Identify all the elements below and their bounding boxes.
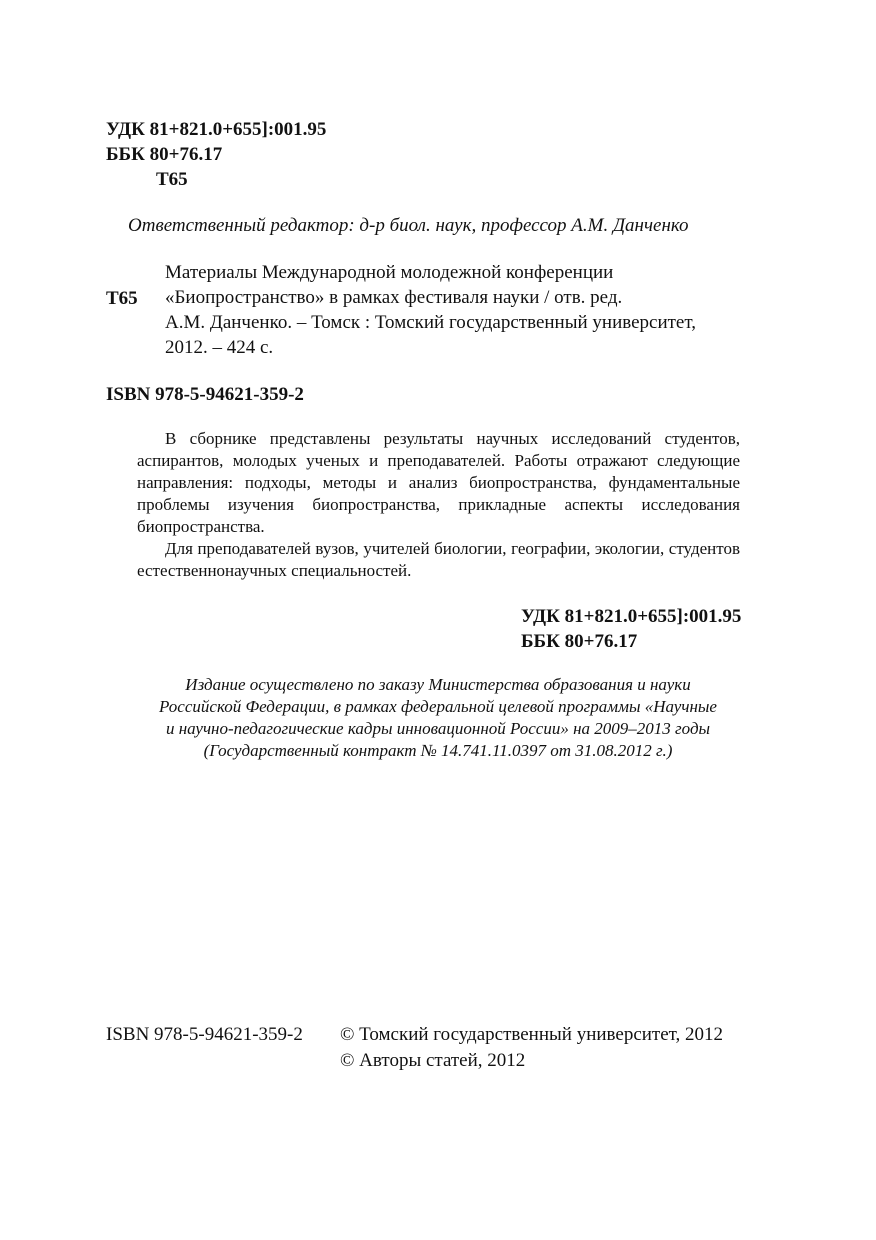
bibliographic-author-sign: Т65 [106, 288, 138, 309]
funding-note [118, 674, 758, 762]
copyright-isbn: ISBN 978-5-94621-359-2 [106, 1024, 303, 1045]
bbk-code: ББК 80+76.17 [106, 144, 223, 165]
bibliographic-line: Материалы Международной молодежной конференции [165, 262, 614, 283]
funding-line: Российской Федерации, в рамках федеральной целевой программы «Научные [159, 697, 717, 716]
udk-block-bottom [521, 605, 741, 655]
bibliographic-line: «Биопространство» в рамках фестиваля науки / отв. ред. [165, 287, 623, 308]
copyright-authors: © Авторы статей, 2012 [340, 1050, 526, 1071]
udk-code: УДК 81+821.0+655]:001.95 [521, 606, 742, 627]
abstract [137, 428, 740, 582]
bibliographic-record [165, 261, 696, 361]
funding-line: Издание осуществлено по заказу Министерства образования и науки [185, 675, 691, 694]
udk-code: УДК 81+821.0+655]:001.95 [106, 119, 327, 140]
bibliographic-line: 2012. – 424 с. [165, 337, 274, 358]
funding-line: (Государственный контракт № 14.741.11.0397 от 31.08.2012 г.) [203, 741, 673, 760]
copyright-publisher: © Томский государственный университет, 2012 [340, 1024, 724, 1045]
udk-block [106, 118, 326, 193]
abstract-paragraph: В сборнике представлены результаты научных исследований студентов, аспирантов, молодых ученых и преподавателей. Работы отражают следующие направления: подходы, методы и анализ биопространства, фундаментальные проблемы изучения биопространства, прикладные аспекты исследования биопространства. [137, 429, 740, 536]
funding-line: и научно-педагогические кадры инновационной России» на 2009–2013 годы [165, 719, 711, 738]
author-sign: Т65 [156, 169, 188, 190]
abstract-paragraph: Для преподавателей вузов, учителей биологии, географии, экологии, студентов естественнонаучных специальностей. [137, 539, 740, 580]
editor-line: Ответственный редактор: д-р биол. наук, профессор А.М. Данченко [128, 215, 689, 236]
isbn-main: ISBN 978-5-94621-359-2 [106, 384, 304, 405]
bbk-code: ББК 80+76.17 [521, 631, 638, 652]
bibliographic-line: А.М. Данченко. – Томск : Томский государственный университет, [165, 312, 696, 333]
